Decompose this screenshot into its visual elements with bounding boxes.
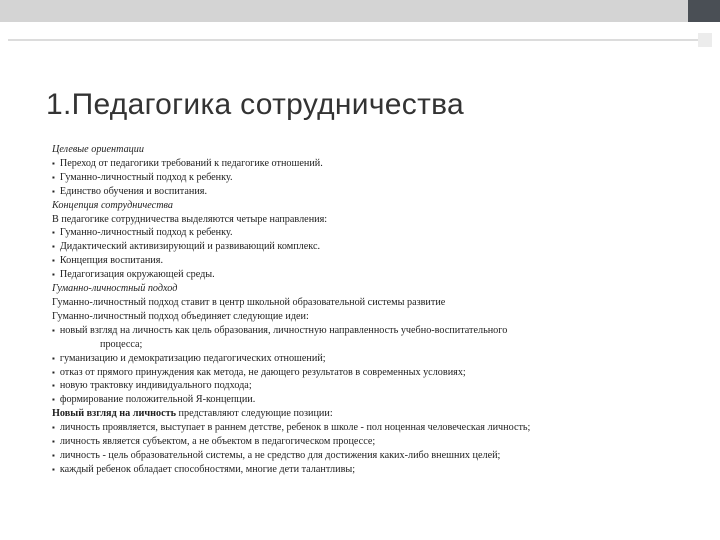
- bullet-item: ▪ Концепция воспитания.: [52, 254, 712, 268]
- bullet-item: ▪ Единство обучения и воспитания.: [52, 185, 712, 199]
- heading-humane-approach: Гуманно-личностный подход: [52, 283, 178, 295]
- bullet-item: ▪ личность - цель образовательной системы, а не средство для достижения каких-либо внешних целей;: [52, 449, 712, 463]
- paragraph: В педагогике сотрудничества выделяются четыре направления:: [52, 213, 328, 225]
- bullet-item: ▪ Педагогизация окружающей среды.: [52, 268, 712, 282]
- bullet-item: ▪ отказ от прямого принуждения как метода, не дающего результатов в современных условиях;: [52, 366, 712, 380]
- paragraph-new-view: [52, 407, 712, 421]
- top-decor-bar: [0, 0, 688, 22]
- heading-target-orientations: Целевые ориентации: [52, 144, 144, 155]
- top-decor-corner: [688, 0, 720, 22]
- slide-title: 1.Педагогика сотрудничества: [46, 88, 464, 121]
- paragraph: Гуманно-личностный подход объединяет следующие идеи:: [52, 310, 309, 322]
- bullet-item: ▪ Дидактический активизирующий и развивающий комплекс.: [52, 240, 712, 254]
- bullet-item: ▪ новый взгляд на личность как цель образования, личностную направленность учебно-воспитательного: [52, 324, 712, 338]
- bullet-item: ▪ личность является субъектом, а не объектом в педагогическом процессе;: [52, 435, 712, 449]
- bullet-item: ▪ Гуманно-личностный подход к ребенку.: [52, 171, 712, 185]
- bullet-continuation: процесса;: [100, 338, 143, 350]
- bullet-item: ▪ личность проявляется, выступает в раннем детстве, ребенок в школе - пол ноценная человеческая личность;: [52, 421, 712, 435]
- slide-body: [52, 143, 712, 477]
- bullet-item: ▪ формирование положительной Я-концепции.: [52, 393, 712, 407]
- bullet-item: ▪ новую трактовку индивидуального подхода;: [52, 379, 712, 393]
- bullet-item: ▪ гуманизацию и демократизацию педагогических отношений;: [52, 352, 712, 366]
- header-rule-end: [698, 33, 712, 47]
- bold-phrase: Новый взгляд на личность: [52, 408, 176, 420]
- header-rule: [8, 39, 698, 41]
- paragraph-rest: представляют следующие позиции:: [176, 408, 333, 420]
- bullet-item: ▪ Переход от педагогики требований к педагогике отношений.: [52, 157, 712, 171]
- paragraph: Гуманно-личностный подход ставит в центр школьной образовательной системы развитие: [52, 296, 446, 308]
- bullet-item: ▪ Гуманно-личностный подход к ребенку.: [52, 226, 712, 240]
- bullet-item: ▪ каждый ребенок обладает способностями, многие дети талантливы;: [52, 463, 712, 477]
- heading-cooperation-concept: Концепция сотрудничества: [52, 199, 174, 211]
